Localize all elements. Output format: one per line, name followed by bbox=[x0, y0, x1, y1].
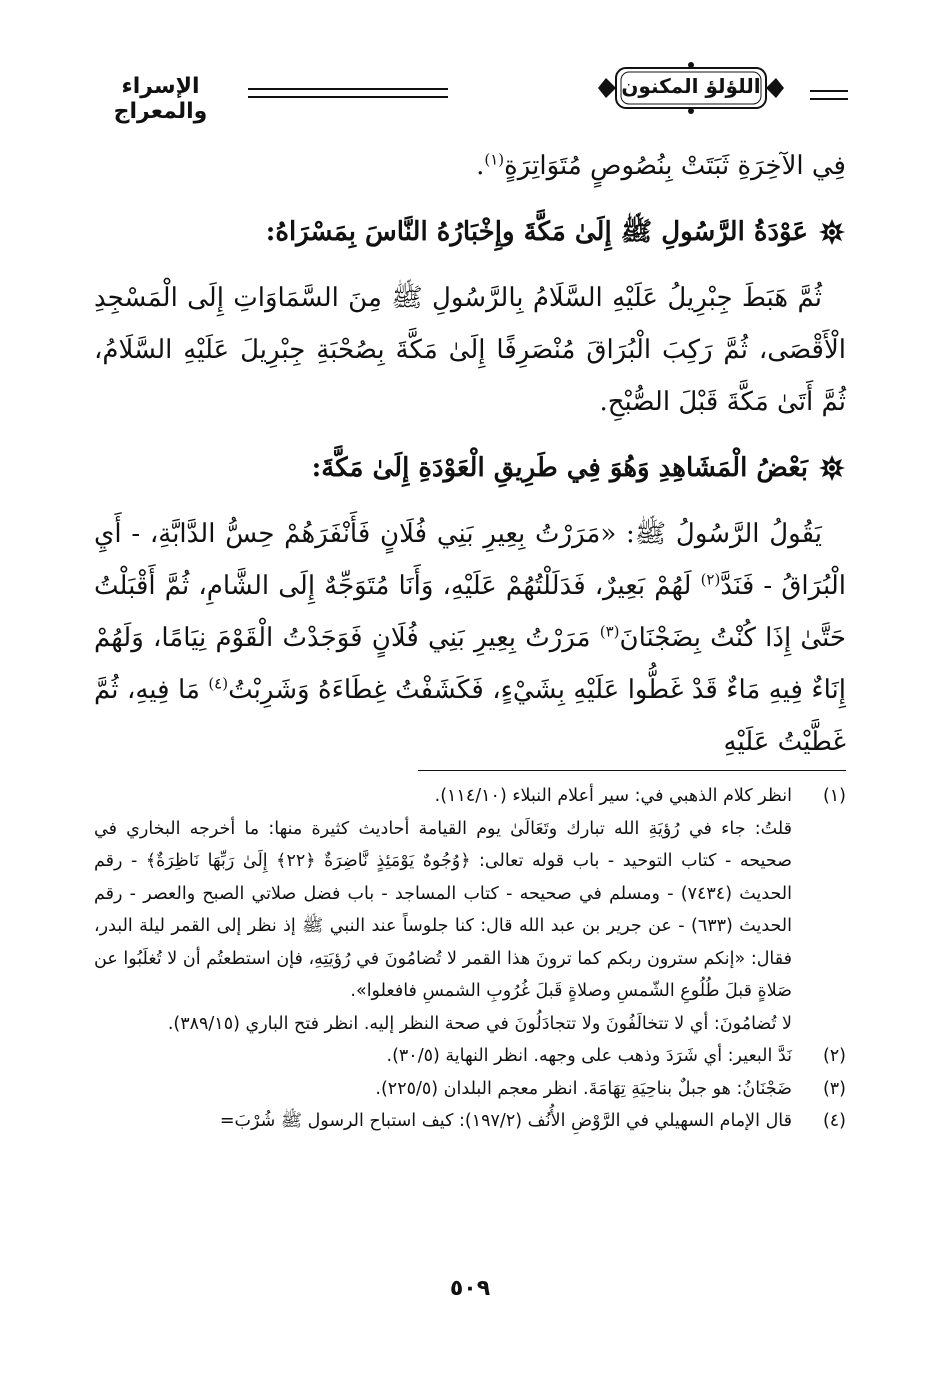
running-header bbox=[78, 60, 848, 124]
footnote-3-text: ضَجْنَانُ: هو جبلٌ بناحِيَةِ تِهَامَةَ. انظر معجم البلدان (٢٢٥/٥). bbox=[375, 1078, 792, 1099]
book-title: اللؤلؤ المكنون bbox=[621, 74, 761, 98]
footnote-3-number: (٣) bbox=[822, 1078, 846, 1099]
footnote-ref-2: (٢) bbox=[700, 570, 721, 589]
footnote-1-text: انظر كلام الذهبي في: سير أعلام النبلاء (١١٤/١٠). bbox=[434, 786, 792, 806]
header-rule-right bbox=[810, 90, 848, 100]
section-heading-return bbox=[94, 206, 846, 258]
footnote-1-number: (١) bbox=[822, 786, 846, 806]
rosette-icon bbox=[818, 454, 846, 482]
main-text bbox=[94, 140, 846, 782]
paragraph-3-text-b: لَهُمْ بَعِيرٌ، فَدَلَلْتُهُمْ عَلَيْهِ، وَأَنَا مُتَوَجِّهٌ إِلَى الشَّامِ، ثُمَّ أَقْبَلْتُ حَتَّىٰ إِذَا كُنْتُ بِضَجْنَانَ bbox=[94, 571, 846, 653]
footnote-1 bbox=[94, 780, 846, 813]
footnote-separator bbox=[418, 770, 846, 771]
paragraph-3-text-d: مَا فِيهِ، ثُمَّ غَطَّيْتُ عَلَيْهِ bbox=[94, 675, 846, 757]
footnote-1-gloss: لا تُضامُونَ: أي لا تتخالَفُونَ ولا تتجادَلُونَ في صحة النظر إليه. انظر فتح الباري (٣٨٩/١٥). bbox=[167, 1013, 792, 1034]
rosette-icon bbox=[818, 218, 846, 246]
footnote-ref-4: (٤) bbox=[208, 674, 229, 693]
header-rule-left bbox=[248, 88, 448, 98]
title-cartouche bbox=[596, 60, 786, 116]
footnote-1-continuation: قلتُ: جاء في رُؤيَةِ الله تبارك وتَعَالَىٰ يوم القيامة أحاديث كثيرة منها: ما أخرجه البخاري في صحيحه - كتاب التوحيد - باب قوله تعالى: ﴿وُجُوهٌ يَوْمَئِذٍ نَّاضِرَةٌ ﴿٢٢﴾ إِلَىٰ رَبِّهَا نَاظِرَةٌ﴾ - رقم الحديث (٧٤٣٤) - ومسلم في صحيحه - كتاب المساجد - باب فضل صلاتي الصبح والعصر - رقم الحديث (٦٣٣) - عن جرير بن عبد الله قال: كنا جلوساً عند النبي ﷺ إذ نظر إلى القمر ليلة البدر، فقال: «إنكم سترون ربكم كما ترونَ هذا القمر لا تُضامُونَ في رُؤيَتِهِ، فإن استطعتُم أن لا تُغلَبُوا عن صَلاةٍ قبلَ طُلُوعِ الشّمسِ وصلاةٍ قَبلَ غُرُوبِ الشمسِ فافعلوا». bbox=[94, 818, 793, 1001]
chapter-title: الإسراء والمعراج bbox=[113, 74, 208, 124]
paragraph-3-text-a: يَقُولُ الرَّسُولُ ﷺ: «مَرَرْتُ بِعِيرِ بَنِي فُلَانٍ فَأَنْفَرَهُمْ حِسُّ الدَّابَّةِ، - أَيِ الْبُرَاقُ - فَنَدَّ bbox=[94, 519, 846, 601]
paragraph-3-text-c: مَرَرْتُ بِعِيرِ بَنِي فُلَانٍ فَوَجَدْتُ الْقَوْمَ نِيَامًا، وَلَهُمْ إِنَاءٌ فِيهِ مَاءٌ قَدْ غَطُّوا عَلَيْهِ بِشَيْءٍ، فَكَشَفْتُ غِطَاءَهُ وَشَرِبْتُ bbox=[94, 623, 846, 705]
footnote-4-number: (٤) bbox=[822, 1111, 846, 1131]
section-heading-scenes bbox=[94, 442, 846, 494]
footnote-2 bbox=[94, 1040, 846, 1073]
footnote-2-text: نَدَّ البعير: أي شَرَدَ وذهب على وجهه. انظر النهاية (٣٠/٥). bbox=[386, 1046, 792, 1066]
paragraph-1-text: فِي الآخِرَةِ ثَبَتَتْ بِنُصُوصٍ مُتَوَاتِرَةٍ bbox=[504, 151, 846, 181]
paragraph-2: ثُمَّ هَبَطَ جِبْرِيلُ عَلَيْهِ السَّلَامُ بِالرَّسُولِ ﷺ مِنَ السَّمَاوَاتِ إِلَى الْمَسْجِدِ الْأَقْصَى، ثُمَّ رَكِبَ الْبُرَاقَ مُنْصَرِفًا إِلَىٰ مَكَّةَ بِصُحْبَةِ جِبْرِيلَ عَلَيْهِ السَّلَامُ، ثُمَّ أَتَىٰ مَكَّةَ قَبْلَ الصُّبْحِ. bbox=[94, 283, 846, 417]
footnote-2-number: (٢) bbox=[822, 1046, 846, 1066]
paragraph-1-end: . bbox=[476, 151, 485, 181]
footnote-ref-1: (١) bbox=[484, 150, 505, 169]
paragraph-3 bbox=[94, 508, 846, 768]
footnotes bbox=[94, 780, 846, 1138]
footnote-4 bbox=[94, 1105, 846, 1138]
footnote-3 bbox=[94, 1073, 846, 1106]
footnote-4-text: قال الإمام السهيلي في الرَّوْضِ الأُنُف (١٩٧/٢): كيف استباح الرسول ﷺ شُرْبَ= bbox=[219, 1111, 792, 1131]
heading-1-text: عَوْدَةُ الرَّسُولِ ﷺ إِلَىٰ مَكَّةَ وإِخْبَارُهُ النَّاسَ بِمَسْرَاهُ: bbox=[265, 217, 808, 247]
heading-2-text: بَعْضُ الْمَشَاهِدِ وَهُوَ فِي طَرِيقِ الْعَوْدَةِ إِلَىٰ مَكَّةَ: bbox=[311, 453, 808, 483]
page-number: ٥٠٩ bbox=[449, 1276, 491, 1301]
paragraph-1 bbox=[94, 140, 846, 192]
footnote-ref-3: (٣) bbox=[599, 622, 620, 641]
